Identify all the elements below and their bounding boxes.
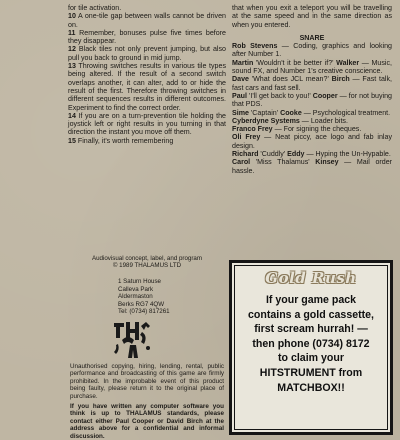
credit-entry: Cyberdyne Systems — Loader bits. — [232, 116, 348, 125]
credit-entry: Martin 'Wouldn't it be better if?' Walker — Music, sound FX, and Number 1's creative conscience. — [232, 58, 393, 76]
address-line: Calleva Park — [118, 285, 154, 293]
address-line: Berks RG7 4QW — [118, 300, 165, 308]
tips-paragraph: 15 Finally, it's worth remembering — [68, 136, 174, 145]
promo-text — [239, 293, 383, 395]
copyright-line1: Audiovisual concept, label, and program — [91, 255, 203, 262]
postal-address — [118, 278, 188, 316]
submission-paragraph: If you have written any computer software you think is up to THALAMUS standards, please contact either Paul Cooper or David Birch at the address above for a confidential and informal discussion. — [70, 403, 224, 440]
address-line: 1 Saturn House — [118, 278, 161, 285]
promo-line: first scream hurrah! — — [254, 323, 368, 336]
left-column — [68, 4, 226, 145]
copyright-notice — [68, 255, 226, 270]
credits-heading: SNARE — [299, 33, 325, 42]
promo-title: Gold Rush — [265, 269, 357, 287]
credit-entry: Dave 'What does JCL mean?' Birch — Fast talk, fast cars and fast sell. — [232, 75, 393, 92]
thalamus-logo-icon — [108, 318, 158, 360]
credit-entry: Oli Frey — Neat piccy, ace logo and fab inlay design. — [232, 133, 392, 150]
promo-line: then phone (0734) 8172 — [252, 337, 370, 350]
credit-entry: Carol 'Miss Thalamus' Kinsey — Mail order hassle. — [232, 158, 393, 175]
promo-line: to claim your — [278, 352, 344, 365]
copyright-line2: © 1989 THALAMUS LTD — [112, 262, 182, 270]
legal-paragraph: Unauthorised copying, hiring, lending, rental, public performance and broadcasting of this game are firmly prohibited. In the improbable event of this product being faulty, please return it to the original place of purchase. — [70, 363, 224, 400]
right-column — [232, 4, 392, 175]
credit-entry: Richard 'Cuddly' Eddy — Hyping the Un-Hypable. — [232, 150, 391, 159]
promo-line: contains a gold cassette, — [248, 308, 374, 321]
credit-entry: Franco Frey — For signing the cheques. — [232, 125, 362, 134]
promo-line: HITSTRUMENT from — [259, 366, 363, 379]
promo-line: MATCHBOX!! — [277, 381, 345, 394]
address-line: Aldermaston — [118, 293, 153, 301]
credit-entry: Sime 'Captain' Cooke — Psychological treatment. — [232, 108, 391, 117]
tips-paragraph: 10 A one-tile gap between walls cannot be driven on. — [68, 12, 226, 29]
tips-paragraph: that when you exit a teleport you will be travelling at the same speed and in the same direction as when you entered. — [232, 4, 392, 29]
tips-paragraph: for tile activation. — [68, 4, 122, 12]
tips-paragraph: 12 Black tiles not only prevent jumping, but also pull you back to ground in mid jump. — [68, 45, 226, 62]
legal-notice — [70, 363, 224, 440]
address-line: Tel: (0734) 817261 — [118, 308, 170, 316]
tips-paragraph: 13 Throwing switches results in various tile types being altered. If the result of a second switch overlaps another, it can alter, add to or hide the result of the first. Therefore throwing switches in different sequences results in different outcomes. Experiment to find the correct order. — [68, 62, 226, 112]
gold-rush-promo-box — [229, 260, 393, 435]
credit-entry: Paul 'I'll get back to you!' Cooper — for not buying that PDS. — [232, 91, 392, 109]
tips-paragraph: 14 If you are on a turn-prevention tile holding the joystick left or right results in you turning in that direction the instant you move off them. — [68, 111, 226, 137]
credit-entry: Rob Stevens — Coding, graphics and looking after Number 1. — [232, 42, 393, 59]
tips-paragraph: 11 Remember, bonuses pulse five times before they disappear. — [68, 28, 226, 46]
promo-line: If your game pack — [265, 294, 357, 306]
